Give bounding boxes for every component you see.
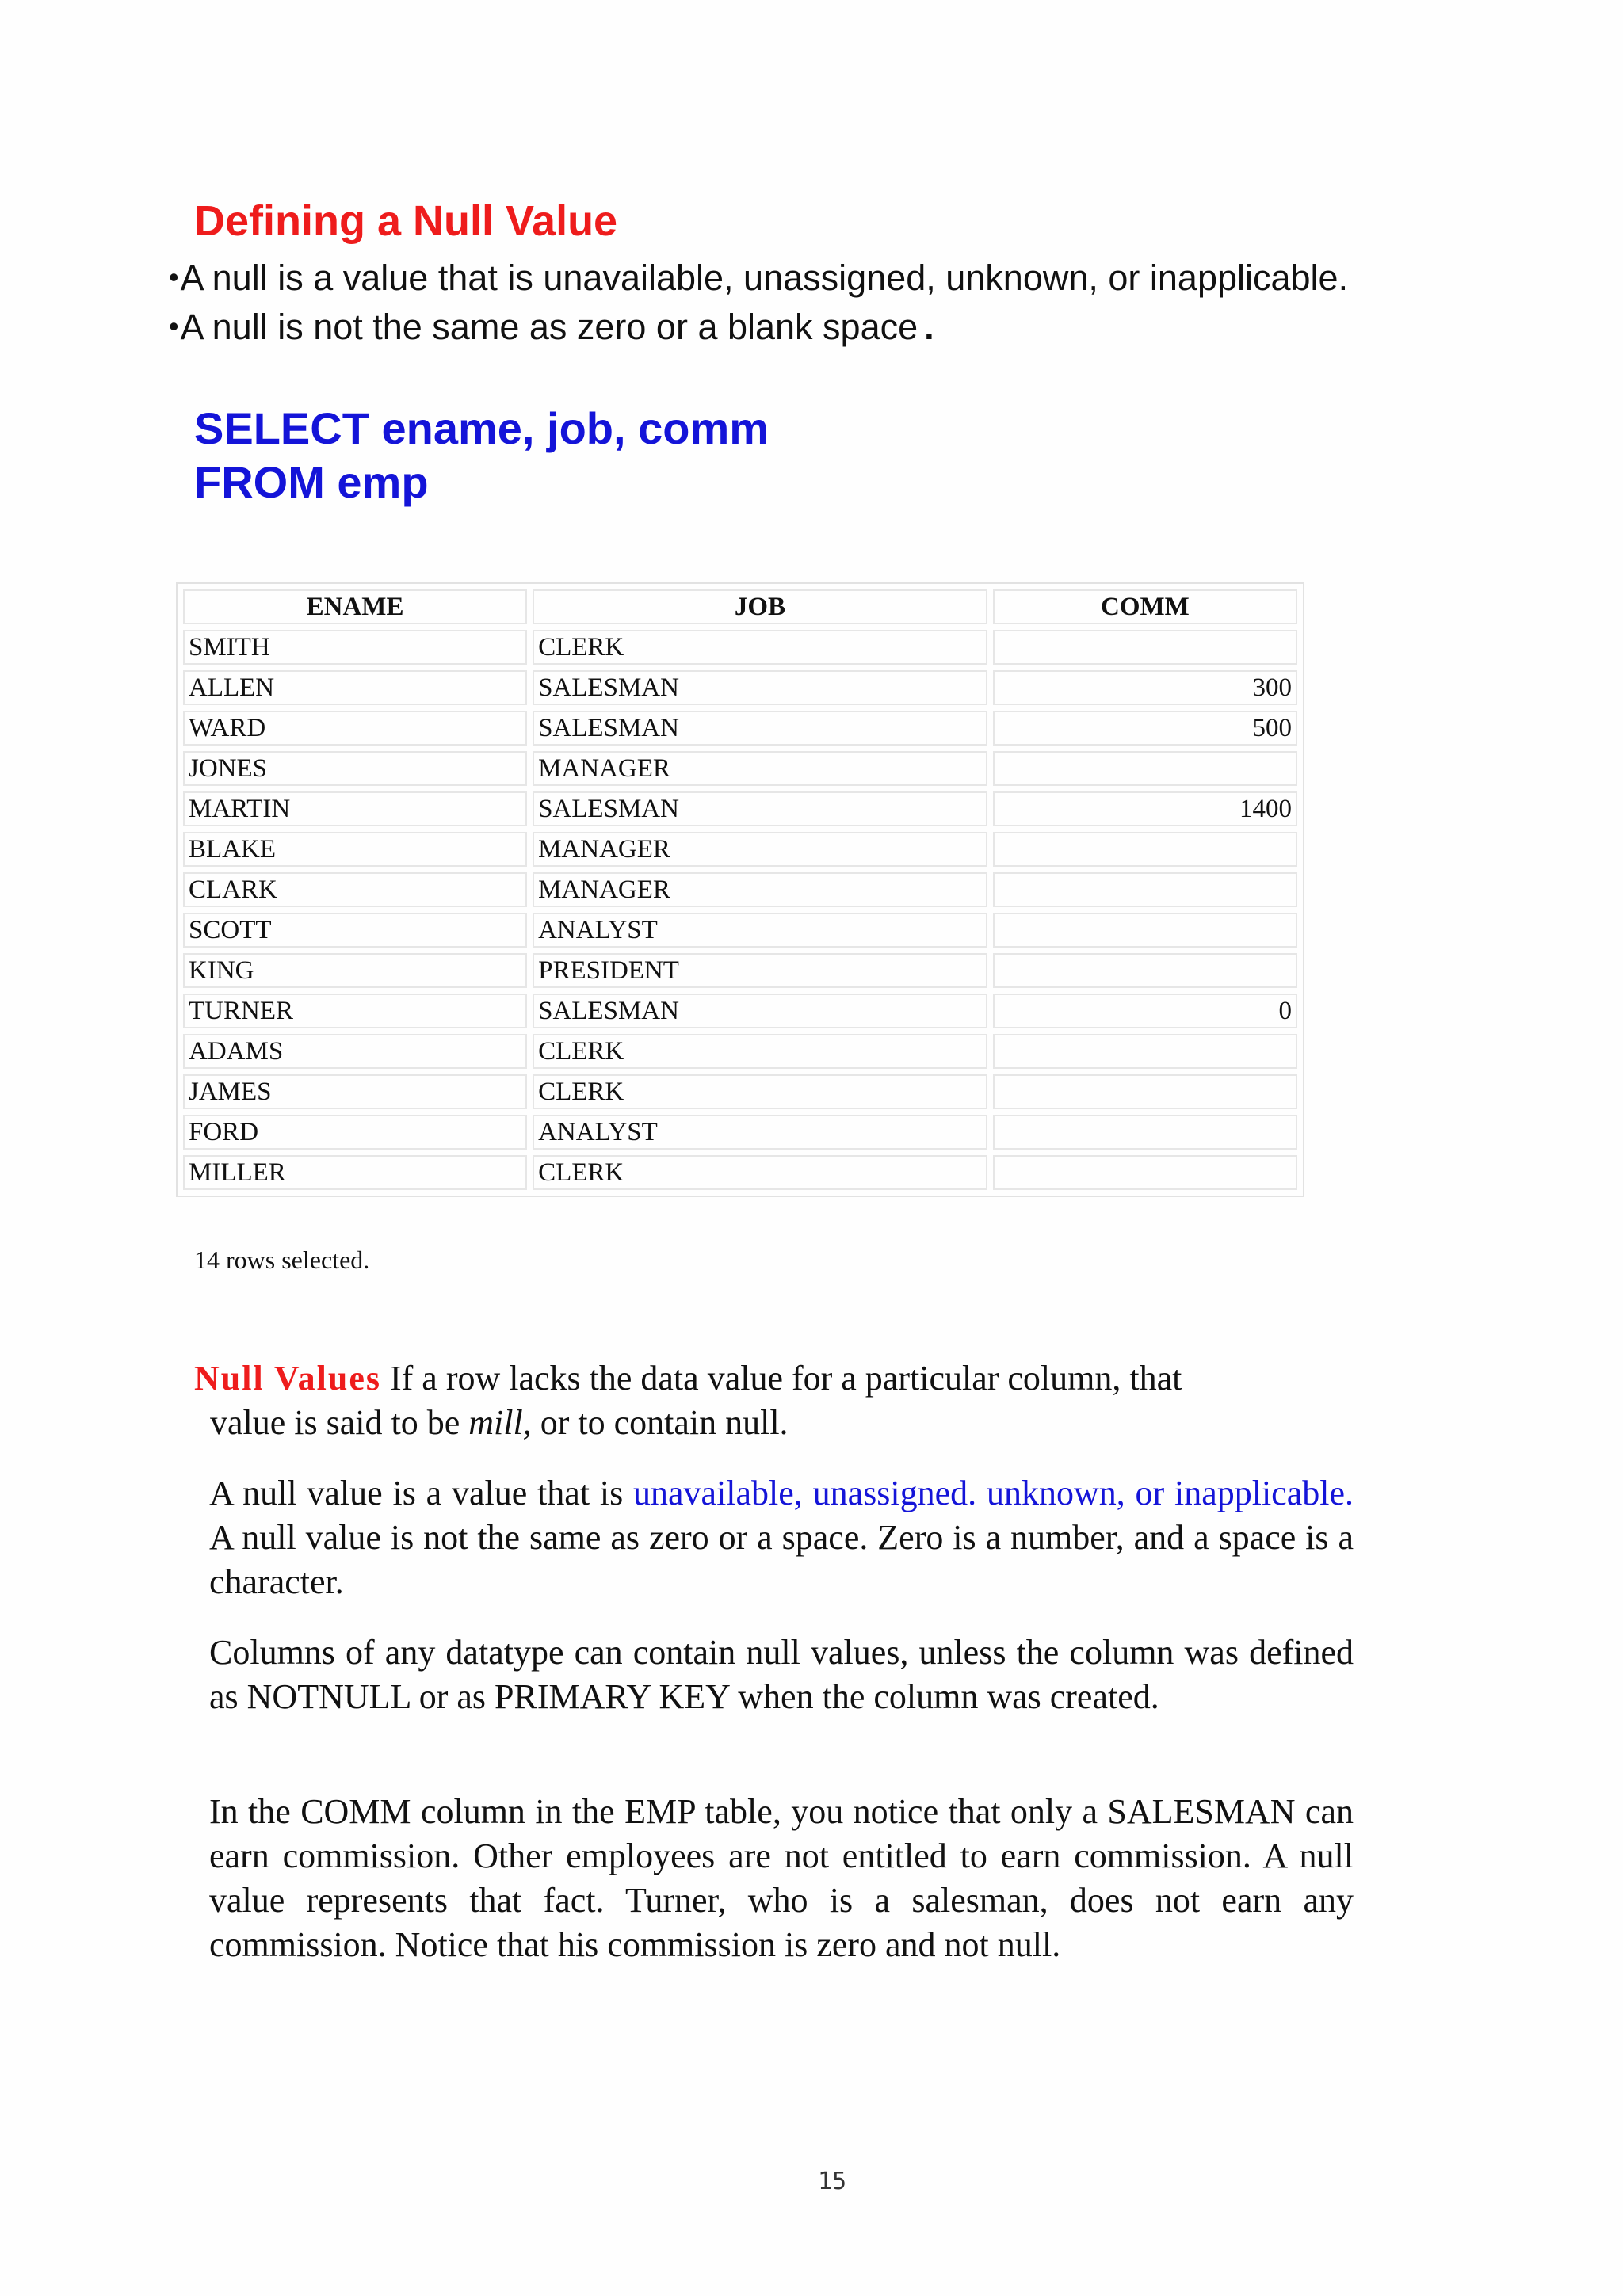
cell-comm	[993, 913, 1297, 948]
cell-comm	[993, 630, 1297, 665]
table-header-row	[183, 589, 1297, 624]
cell-ename: FORD	[183, 1115, 527, 1150]
cell-job: CLERK	[533, 1034, 987, 1069]
cell-comm	[993, 751, 1297, 786]
cell-comm	[993, 953, 1297, 988]
cell-comm	[993, 1034, 1297, 1069]
cell-comm	[993, 1115, 1297, 1150]
paragraph-highlight: unavailable, unassigned. unknown, or inapplicable.	[633, 1474, 1354, 1512]
cell-job: CLERK	[533, 1155, 987, 1190]
paragraph-text: value is said to be	[210, 1403, 469, 1442]
column-header-job: JOB	[533, 589, 987, 624]
cell-ename: CLARK	[183, 872, 527, 907]
bullet-text: A null is not the same as zero or a blank space	[180, 307, 918, 347]
bullet-item	[169, 257, 1348, 299]
paragraph-datatypes: Columns of any datatype can contain null values, unless the column was defined as NOTNULL or as PRIMARY KEY when the column was created.	[209, 1633, 1354, 1716]
table-row	[183, 1074, 1297, 1109]
paragraph-definition	[209, 1471, 1354, 1604]
cell-comm	[993, 832, 1297, 867]
table-row	[183, 994, 1297, 1028]
table-row	[183, 711, 1297, 746]
cell-ename: WARD	[183, 711, 527, 746]
table-row	[183, 1155, 1297, 1190]
cell-job: ANALYST	[533, 913, 987, 948]
cell-comm: 500	[993, 711, 1297, 746]
cell-ename: KING	[183, 953, 527, 988]
cell-job: PRESIDENT	[533, 953, 987, 988]
page-number: 15	[817, 2168, 847, 2195]
table-row	[183, 791, 1297, 826]
cell-job: SALESMAN	[533, 711, 987, 746]
cell-ename: BLAKE	[183, 832, 527, 867]
paragraph-text: A null value is not the same as zero or a space. Zero is a number, and a space is a character.	[209, 1518, 1354, 1601]
bullet-marker: •	[169, 261, 179, 293]
sql-from-line: FROM emp	[194, 457, 429, 507]
table-row	[183, 1115, 1297, 1150]
cell-job: ANALYST	[533, 1115, 987, 1150]
table-row	[183, 832, 1297, 867]
table-row	[183, 1034, 1297, 1069]
query-result-table	[176, 582, 1304, 1197]
cell-ename: JAMES	[183, 1074, 527, 1109]
cell-ename: MILLER	[183, 1155, 527, 1190]
cell-job: MANAGER	[533, 751, 987, 786]
table-row	[183, 913, 1297, 948]
cell-comm	[993, 872, 1297, 907]
cell-job: MANAGER	[533, 872, 987, 907]
cell-comm	[993, 1074, 1297, 1109]
paragraph-line	[194, 1401, 1354, 1445]
cell-comm	[993, 1155, 1297, 1190]
table-row	[183, 630, 1297, 665]
paragraph-comm-column: In the COMM column in the EMP table, you notice that only a SALESMAN can earn commission. Other employees are not entitled to earn commission. A null value represents that fact. Turner, who is a salesman, does not earn any commission. Notice that his commission is zero and not null.	[209, 1792, 1354, 1964]
rows-selected-footer: 14 rows selected.	[194, 1245, 370, 1274]
paragraph-null-values	[194, 1356, 1354, 1445]
table-row	[183, 953, 1297, 988]
table-row	[183, 872, 1297, 907]
cell-ename: SMITH	[183, 630, 527, 665]
paragraph-lead-term: Null Values	[194, 1359, 381, 1398]
cell-job: CLERK	[533, 630, 987, 665]
cell-job: SALESMAN	[533, 994, 987, 1028]
section-heading: Defining a Null Value	[194, 197, 618, 245]
bullet-text: A null is a value that is unavailable, unassigned, unknown, or inapplicable.	[180, 257, 1349, 298]
cell-job: SALESMAN	[533, 670, 987, 705]
paragraph-text: or to contain null.	[531, 1403, 789, 1442]
cell-job: SALESMAN	[533, 791, 987, 826]
bullet-end-mark: .	[924, 307, 934, 347]
cell-ename: ALLEN	[183, 670, 527, 705]
column-header-ename: ENAME	[183, 589, 527, 624]
cell-ename: MARTIN	[183, 791, 527, 826]
column-header-comm: COMM	[993, 589, 1297, 624]
paragraph-text: A null value is a value that is	[209, 1474, 634, 1512]
bullet-marker: •	[169, 310, 179, 342]
cell-job: MANAGER	[533, 832, 987, 867]
cell-comm: 300	[993, 670, 1297, 705]
cell-ename: ADAMS	[183, 1034, 527, 1069]
sql-select-line: SELECT ename, job, comm	[194, 403, 769, 453]
table-row	[183, 670, 1297, 705]
paragraph-italic-term: mill,	[468, 1403, 532, 1442]
table-row	[183, 751, 1297, 786]
cell-comm: 0	[993, 994, 1297, 1028]
cell-ename: SCOTT	[183, 913, 527, 948]
bullet-item	[169, 307, 934, 348]
cell-job: CLERK	[533, 1074, 987, 1109]
cell-ename: JONES	[183, 751, 527, 786]
cell-ename: TURNER	[183, 994, 527, 1028]
cell-comm: 1400	[993, 791, 1297, 826]
paragraph-text: If a row lacks the data value for a particular column, that	[380, 1359, 1182, 1398]
